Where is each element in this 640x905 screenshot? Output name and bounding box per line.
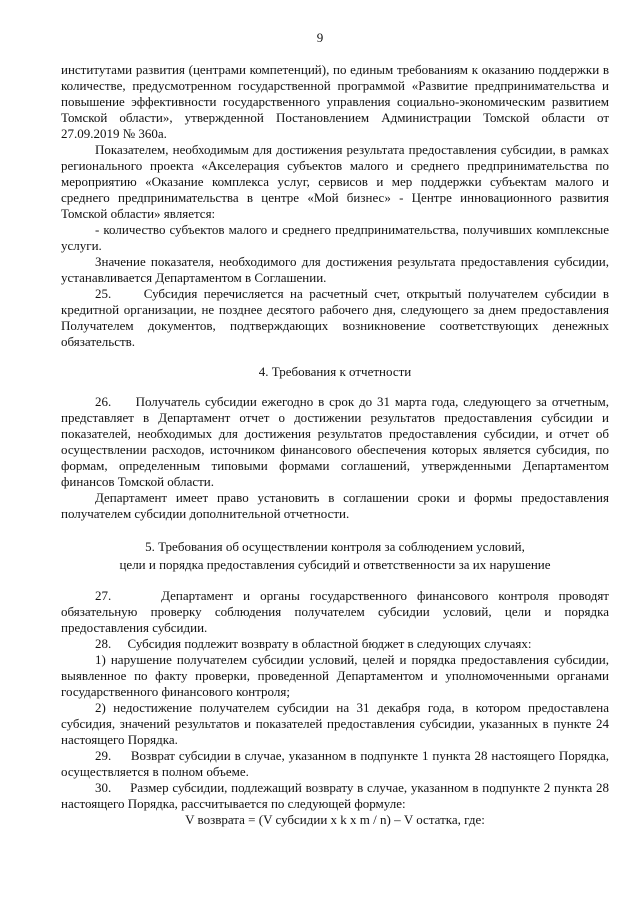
paragraph-28: 28. Субсидия подлежит возврату в областной бюджет в следующих случаях: <box>95 636 532 651</box>
formula: V возврата = (V субсидии x k x m / n) – V остатка, где: <box>185 812 485 827</box>
paragraph-26: 26. Получатель субсидии ежегодно в срок до 31 марта года, следующего за отчетным, представляет в Департамент отчет о достижении результатов предоставления субсидии и показателей, необходимых для достижения результатов предоставления субсидии, и отчет об осуществлении расходов, источником финансового обеспечения которых является субсидия, по формам, определенным типовыми формами соглашений, утвержденными Департаментом финансов Томской области. <box>61 394 609 489</box>
document-body <box>61 62 609 828</box>
paragraph-25: 25. Субсидия перечисляется на расчетный счет, открытый получателем субсидии в кредитной организации, не позднее десятого рабочего дня, следующего за днем предоставления Получателем документов, подтверждающих возникновение соответствующих денежных обязательств. <box>61 286 609 349</box>
page-number: 9 <box>316 30 324 45</box>
section-5-title <box>61 538 609 574</box>
paragraph-30: 30. Размер субсидии, подлежащий возврату в случае, указанном в подпункте 2 пункта 28 настоящего Порядка, рассчитывается по следующей формуле: <box>61 780 609 811</box>
paragraph-indicator: Показателем, необходимым для достижения результата предоставления субсидии, в рамках регионального проекта «Акселерация субъектов малого и среднего предпринимательства по мероприятию «Оказание комплекса услуг, сервисов и мер поддержки субъектам малого и среднего предпринимательства в центре «Мой бизнес» - Центре инновационного развития Томской области» является: <box>61 142 609 221</box>
section-4-title: 4. Требования к отчетности <box>258 364 412 379</box>
paragraph-continuation: институтами развития (центрами компетенций), по единым требованиям к оказанию поддержки в количестве, предусмотренном государственной программой «Развитие предпринимательства и повышение эффективности государственного управления социально-экономическим развитием Томской области», утвержденной Постановлением Администрации Томской области от 27.09.2019 № 360а. <box>61 62 609 141</box>
section-5-title-line2: цели и порядка предоставления субсидий и ответственности за их нарушение <box>119 557 551 572</box>
section-5-title-line1: 5. Требования об осуществлении контроля за соблюдением условий, <box>145 539 525 554</box>
paragraph-29: 29. Возврат субсидии в случае, указанном в подпункте 1 пункта 28 настоящего Порядка, осуществляется в полном объеме. <box>61 748 609 779</box>
paragraph-27: 27. Департамент и органы государственного финансового контроля проводят обязательную проверку соблюдения получателем субсидии условий, цели и порядка предоставления субсидии. <box>61 588 609 635</box>
paragraph-indicator-item: - количество субъектов малого и среднего предпринимательства, получивших комплексные услуги. <box>61 222 609 253</box>
paragraph-indicator-value: Значение показателя, необходимого для достижения результата предоставления субсидии, устанавливается Департаментом в Соглашении. <box>61 254 609 285</box>
paragraph-28-item-1: 1) нарушение получателем субсидии условий, целей и порядка предоставления субсидии, выявленное по факту проверки, проведенной Департаментом и уполномоченными органами государственного финансового контроля; <box>61 652 609 699</box>
paragraph-26-additional: Департамент имеет право установить в соглашении сроки и формы предоставления получателем субсидии дополнительной отчетности. <box>61 490 609 521</box>
paragraph-28-item-2: 2) недостижение получателем субсидии на 31 декабря года, в котором предоставлена субсидия, значений результатов и показателей предоставления субсидии, указанных в пункте 24 настоящего Порядка. <box>61 700 609 747</box>
